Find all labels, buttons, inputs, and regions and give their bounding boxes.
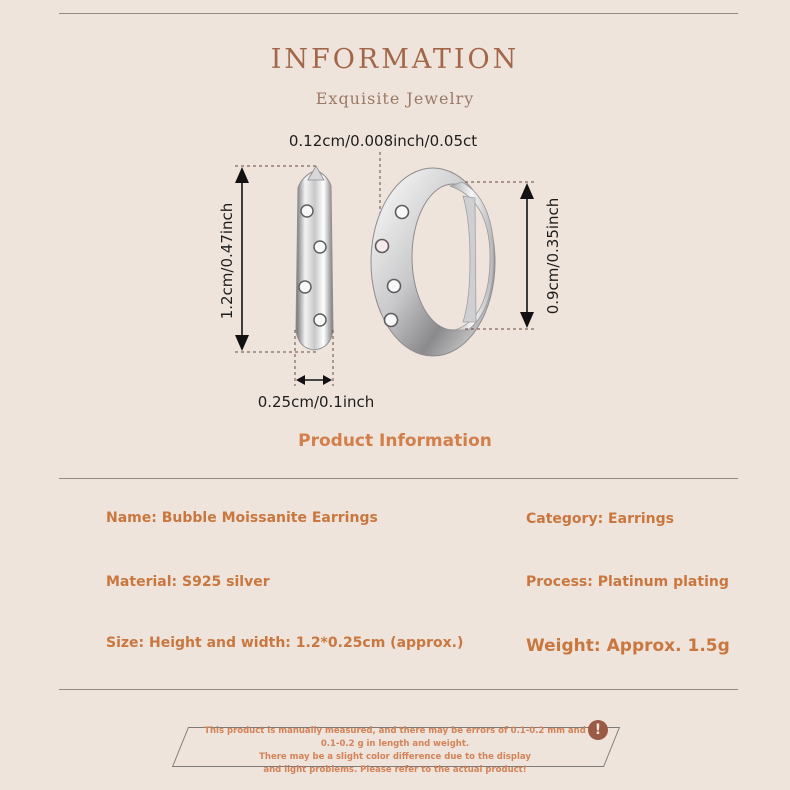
specs-top-divider <box>59 478 738 479</box>
earring-front-view <box>371 168 495 356</box>
notice-line-1: This product is manually measured, and there may be errors of 0.1-0.2 mm and 0.1-0.2 g in length and weight. <box>204 726 586 749</box>
specs-bottom-divider <box>59 689 738 690</box>
height-arrow-bottom <box>235 335 249 351</box>
page-title: INFORMATION <box>270 44 520 75</box>
spec-name: Name: Bubble Moissanite Earrings <box>106 510 378 526</box>
warning-icon: ! <box>588 720 608 740</box>
spec-weight: Weight: Approx. 1.5g <box>526 636 730 656</box>
height-arrow-top <box>235 167 249 183</box>
spec-category: Category: Earrings <box>526 511 674 527</box>
diameter-label: 0.9cm/0.35inch <box>544 197 562 315</box>
page-subtitle: Exquisite Jewelry <box>315 89 475 108</box>
height-label: 1.2cm/0.47inch <box>218 202 236 320</box>
earring-side-view <box>296 166 333 350</box>
stone-size-label: 0.12cm/0.008inch/0.05ct <box>288 132 478 150</box>
product-information-heading: Product Information <box>298 431 492 451</box>
spec-size: Size: Height and width: 1.2*0.25cm (approx.) <box>106 635 464 651</box>
notice-line-3: and light problems. Please refer to the actual product! <box>263 765 527 775</box>
spec-process: Process: Platinum plating <box>526 574 729 590</box>
notice-text <box>195 725 595 777</box>
notice-line-2: There may be a slight color difference due to the display <box>259 752 531 762</box>
spec-material: Material: S925 silver <box>106 574 270 590</box>
diameter-arrow-bottom <box>520 312 534 328</box>
width-label: 0.25cm/0.1inch <box>257 393 375 411</box>
width-arrow-left <box>296 375 305 385</box>
width-arrow-right <box>323 375 332 385</box>
diameter-arrow-top <box>520 183 534 199</box>
